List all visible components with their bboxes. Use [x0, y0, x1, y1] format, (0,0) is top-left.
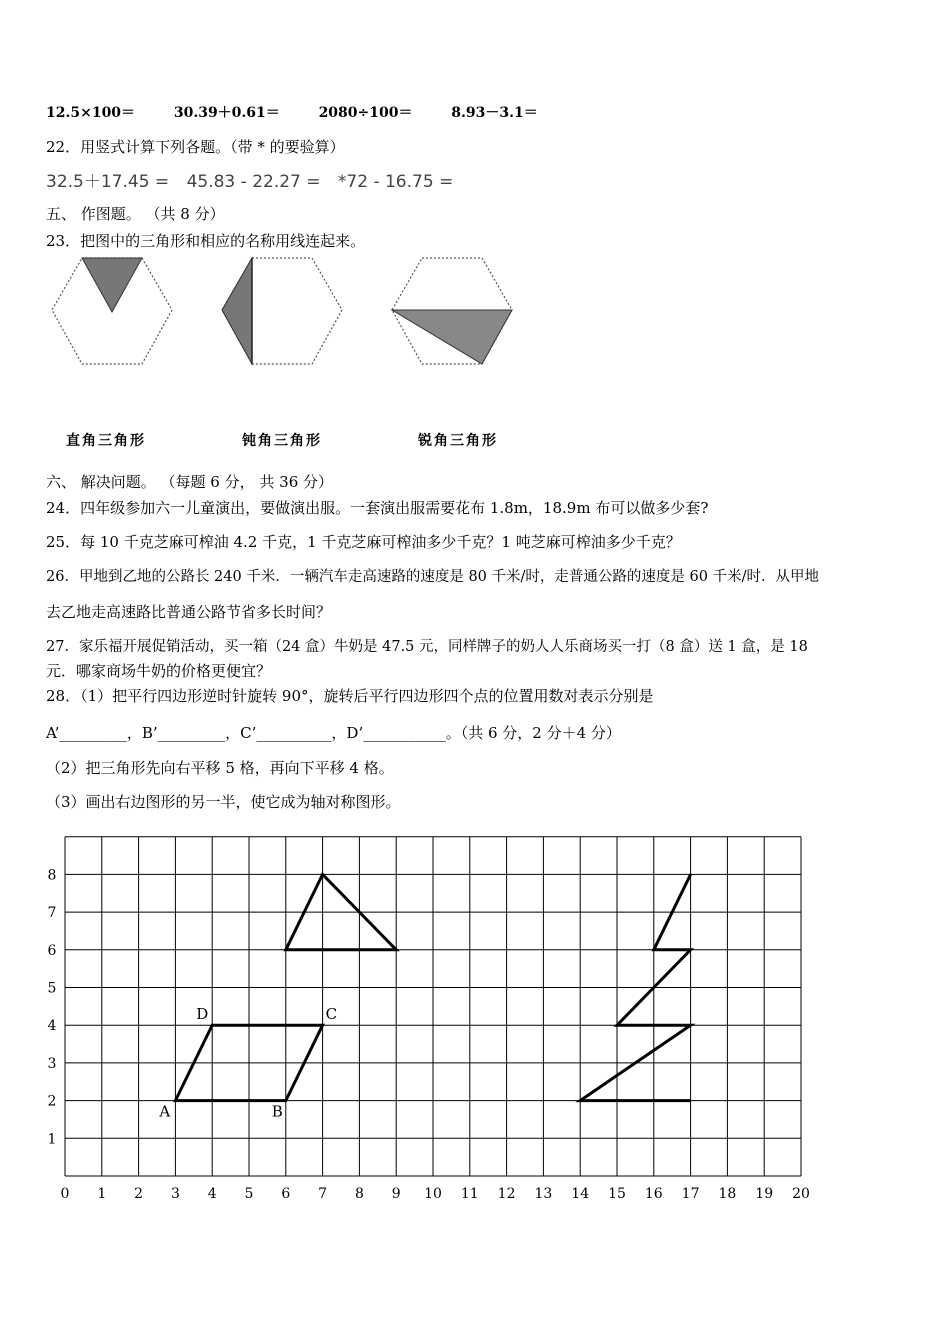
hexagon-acute	[52, 258, 172, 364]
vertex-label: A	[159, 1102, 171, 1121]
x-tick-label: 14	[571, 1186, 590, 1202]
x-tick-label: 1	[97, 1186, 107, 1202]
x-tick-label: 9	[391, 1186, 401, 1202]
q22-expr: *72 - 16.75 =	[337, 172, 454, 192]
y-tick-label: 3	[47, 1055, 57, 1072]
x-tick-label: 15	[608, 1186, 626, 1202]
y-tick-label: 7	[47, 905, 57, 922]
question-25: 25．每 10 千克芝麻可榨油 4.2 千克，1 千克芝麻可榨油多少千克？1 吨芝麻可榨油多少千克？	[46, 533, 681, 551]
question-28-line2: A’_________，B’_________，C’__________，D’___________。（共 6 分，2 分＋4 分）	[46, 724, 621, 742]
vertex-label: C	[325, 1005, 338, 1024]
section-6-heading: 六、 解决问题。 （每题 6 分， 共 36 分）	[46, 473, 334, 491]
q22-expr: 32.5＋17.45 =	[46, 172, 170, 192]
x-tick-label: 17	[681, 1186, 700, 1202]
x-tick-label: 7	[318, 1186, 328, 1202]
x-tick-label: 0	[60, 1186, 70, 1202]
question-28-part3: （3）画出右边图形的另一半，使它成为轴对称图形。	[46, 793, 401, 811]
calc-item: 30.39＋0.61＝	[173, 105, 280, 121]
question-28-line1: 28．（1）把平行四边形逆时针旋转 90°，旋转后平行四边形四个点的位置用数对表示分别是	[46, 687, 654, 705]
x-tick-label: 4	[207, 1186, 217, 1202]
question-23: 23．把图中的三角形和相应的名称用线连起来。	[46, 232, 366, 250]
triangle-name-acute: 锐角三角形	[418, 433, 498, 449]
x-tick-label: 6	[281, 1186, 291, 1202]
coordinate-grid	[0, 820, 950, 1210]
q22-expressions	[46, 167, 465, 192]
y-tick-label: 5	[47, 980, 57, 997]
x-tick-label: 10	[424, 1186, 442, 1202]
x-tick-label: 20	[792, 1186, 810, 1202]
question-26-line2: 去乙地走高速路比普通公路节省多长时间？	[46, 603, 332, 621]
y-tick-label: 4	[47, 1018, 57, 1035]
question-22: 22．用竖式计算下列各题。（带 * 的要验算）	[46, 138, 345, 156]
y-tick-label: 6	[47, 942, 57, 959]
x-tick-label: 18	[718, 1186, 737, 1202]
x-tick-label: 2	[134, 1186, 144, 1202]
x-tick-label: 8	[354, 1186, 364, 1202]
vertex-label: D	[196, 1005, 209, 1024]
y-tick-label: 2	[47, 1093, 57, 1110]
x-tick-label: 5	[244, 1186, 254, 1202]
hexagon-figures	[40, 252, 540, 377]
hexagon-obtuse	[392, 258, 512, 364]
y-tick-label: 8	[47, 867, 57, 884]
vertex-label: B	[271, 1102, 283, 1121]
question-24: 24．四年级参加六一儿童演出，要做演出服。一套演出服需要花布 1.8m，18.9m 布可以做多少套?	[46, 499, 709, 517]
triangle-name-obtuse: 钝角三角形	[242, 433, 322, 449]
x-tick-label: 16	[644, 1186, 663, 1202]
calc-item: 8.93－3.1＝	[451, 105, 538, 121]
x-tick-label: 3	[170, 1186, 180, 1202]
triangle-name-right: 直角三角形	[66, 433, 146, 449]
x-tick-label: 13	[534, 1186, 553, 1202]
calc-item: 12.5×100＝	[46, 105, 136, 121]
question-26-line1: 26．甲地到乙地的公路长 240 千米．一辆汽车走高速路的速度是 80 千米/时，走普通公路的速度是 60 千米/时．从甲地	[46, 569, 819, 585]
section-5-heading: 五、 作图题。 （共 8 分）	[46, 205, 225, 223]
calc-row	[46, 102, 572, 122]
x-tick-label: 19	[755, 1186, 774, 1202]
x-tick-label: 11	[460, 1186, 479, 1202]
hexagon-right	[222, 258, 342, 364]
question-27-line2: 元．哪家商场牛奶的价格更便宜？	[46, 662, 272, 680]
q22-expr: 45.83 - 22.27 =	[186, 172, 321, 192]
question-27-line1: 27．家乐福开展促销活动，买一箱（24 盒）牛奶是 47.5 元，同样牌子的奶人人乐商场买一打（8 盒）送 1 盒，是 18	[46, 639, 808, 655]
question-28-part2: （2）把三角形先向右平移 5 格，再向下平移 4 格。	[46, 759, 394, 777]
x-tick-label: 12	[497, 1186, 516, 1202]
y-tick-label: 1	[47, 1131, 57, 1148]
calc-item: 2080÷100＝	[318, 105, 413, 121]
